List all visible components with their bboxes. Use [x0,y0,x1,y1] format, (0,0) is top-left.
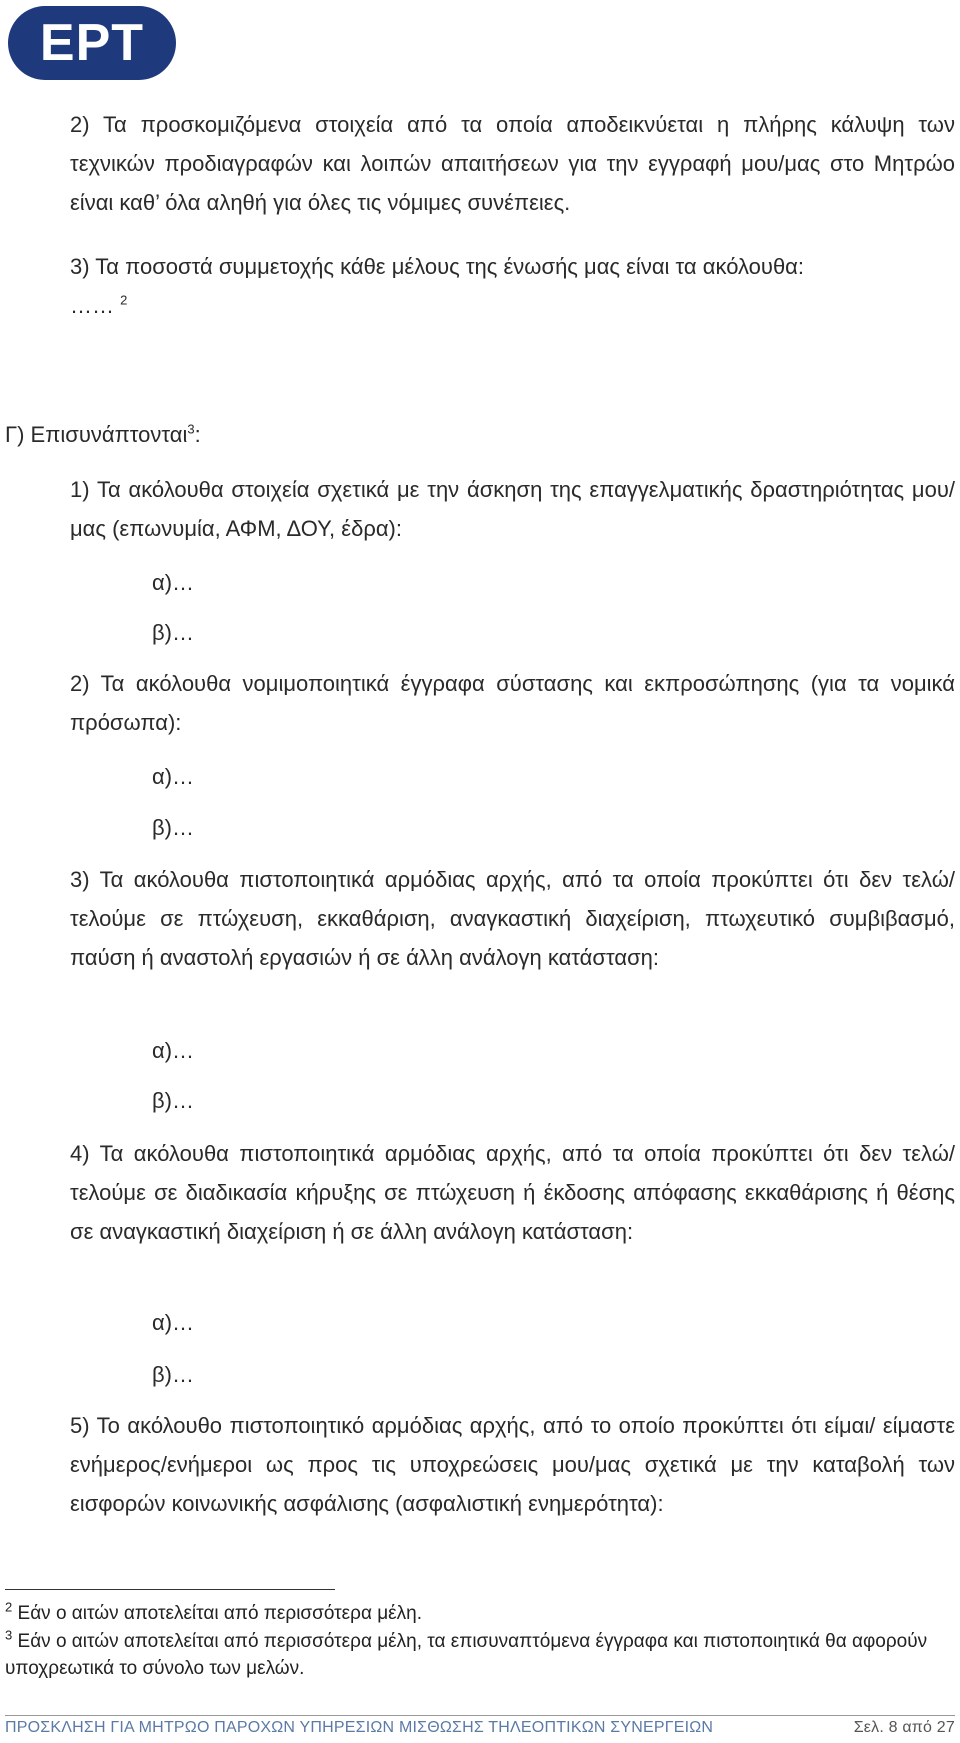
page-number: Σελ. 8 από 27 [853,1719,955,1736]
sub-item-b: β)… [152,1088,194,1113]
heading-text: Γ) Επισυνάπτονται [5,422,188,447]
paragraph-b3-dots [70,286,955,325]
footer-title: ΠΡΟΣΚΛΗΣΗ ΓΙΑ ΜΗΤΡΩΟ ΠΑΡΟΧΩΝ ΥΠΗΡΕΣΙΩΝ ΜΙΣΘΩΣΗΣ ΤΗΛΕΟΠΤΙΚΩΝ ΣΥΝΕΡΓΕΙΩΝ [5,1719,714,1736]
ert-logo [8,6,176,80]
footnote-text: Εάν ο αιτών αποτελείται από περισσότερα μέλη, τα επισυναπτόμενα έγγραφα και πιστοποιητικά θα αφορούν υποχρεωτικά το σύνολο των μελών. [5,1631,928,1679]
footnote-separator [5,1589,335,1590]
footnote-text: Εάν ο αιτών αποτελείται από περισσότερα μέλη. [17,1603,422,1624]
sub-item-a: α)… [152,764,195,789]
sub-item-a: α)… [152,1038,195,1063]
footnote-2 [5,1600,955,1627]
sub-item-a: α)… [152,1310,195,1335]
footnote-3 [5,1628,955,1682]
page-footer [5,1719,955,1737]
paragraph-c2: 2) Τα ακόλουθα νομιμοποιητικά έγγραφα σύστασης και εκπροσώπησης (για τα νομικά πρόσωπα): [70,671,955,735]
logo-text: ΕΡΤ [39,14,145,72]
sub-item-a: α)… [152,570,195,595]
sub-item-b: β)… [152,620,194,645]
footnote-number: 2 [5,1599,13,1615]
paragraph-c5: 5) Το ακόλουθο πιστοποιητικό αρμόδιας αρχής, από το οποίο προκύπτει ότι είμαι/ είμαστε ενήμερος/ενήμεροι ως προς τις υποχρεώσεις μου/μας σχετικά με την καταβολή των εισφορών κοινωνικής ασφάλισης (ασφαλιστική ενημερότητα): [70,1413,955,1516]
footer-separator [5,1715,955,1716]
sub-item-b: β)… [152,1362,194,1387]
paragraph-c3: 3) Τα ακόλουθα πιστοποιητικά αρμόδιας αρχής, από τα οποία προκύπτει ότι δεν τελώ/τελούμε σε πτώχευση, εκκαθάριση, αναγκαστική διαχείριση, πτωχευτικό συμβιβασμό, παύση ή αναστολή εργασιών ή σε άλλη ανάλογη κατάσταση: [70,867,955,970]
paragraph-c4: 4) Τα ακόλουθα πιστοποιητικά αρμόδιας αρχής, από τα οποία προκύπτει ότι δεν τελώ/τελούμε σε διαδικασία κήρυξης σε πτώχευση ή έκδοσης απόφασης εκκαθάρισης ή θέσης σε αναγκαστική διαχείριση ή σε άλλη ανάλογη κατάσταση: [70,1141,955,1244]
paragraph-b2: 2) Τα προσκομιζόμενα στοιχεία από τα οποία αποδεικνύεται η πλήρης κάλυψη των τεχνικών προδιαγραφών και λοιπών απαιτήσεων για την εγγραφή μου/μας στο Μητρώο είναι καθ’ όλα αληθή για όλες τις νόμιμες συνέπειες. [70,112,955,215]
heading-colon: : [194,422,201,447]
paragraph-b3: 3) Τα ποσοστά συμμετοχής κάθε μέλους της ένωσής μας είναι τα ακόλουθα: [70,254,805,279]
footnote-number: 3 [5,1627,13,1643]
footnote-ref-2: 2 [120,292,128,308]
footnote-ref-3: 3 [187,421,195,437]
sub-item-b: β)… [152,815,194,840]
section-c-heading [5,415,201,454]
paragraph-c1: 1) Τα ακόλουθα στοιχεία σχετικά με την άσκηση της επαγγελματικής δραστηριότητας μου/μας (επωνυμία, ΑΦΜ, ΔΟΥ, έδρα): [70,477,955,541]
dots: …… [70,293,114,318]
